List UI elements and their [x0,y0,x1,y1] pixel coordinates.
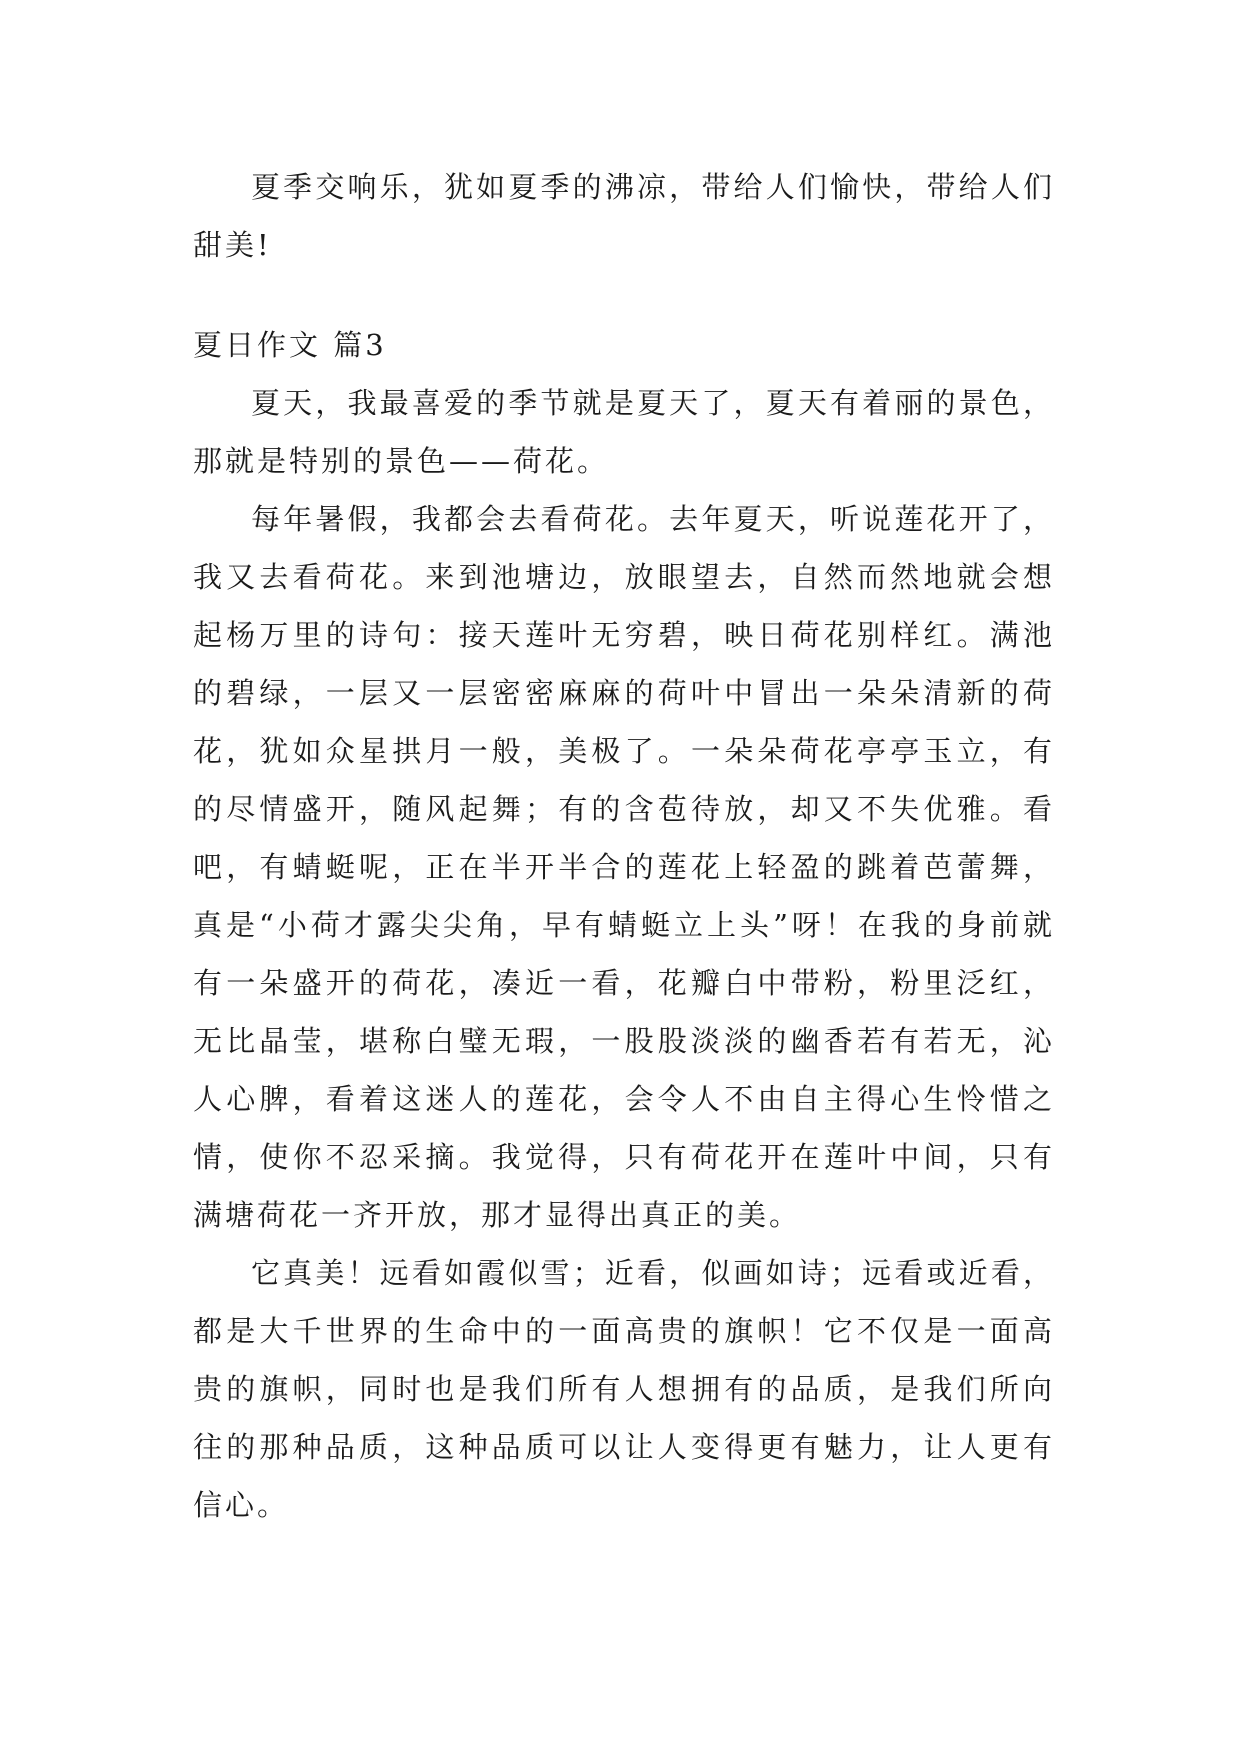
intro-paragraph: 夏季交响乐，犹如夏季的沸凉，带给人们愉快，带给人们甜美! [193,170,1055,262]
body-paragraph: 每年暑假，我都会去看荷花。去年夏天，听说莲花开了，我又去看荷花。来到池塘边，放眼望去，自然而然地就会想起杨万里的诗句：接天莲叶无穷碧，映日荷花别样红。满池的碧绿，一层又一层密密麻麻的荷叶中冒出一朵朵清新的荷花，犹如众星拱月一般，美极了。一朵朵荷花亭亭玉立，有的尽情盛开，随风起舞；有的含苞待放，却又不失优雅。看吧，有蜻蜓呢，正在半开半合的莲花上轻盈的跳着芭蕾舞，真是“小荷才露尖尖角，早有蜻蜓立上头”呀！在我的身前就有一朵盛开的荷花，凑近一看，花瓣白中带粉，粉里泛红，无比晶莹，堪称白璧无瑕，一股股淡淡的幽香若有若无，沁人心脾，看着这迷人的莲花，会令人不由自主得心生怜惜之情，使你不忍采摘。我觉得，只有荷花开在莲叶中间，只有满塘荷花一齐开放，那才显得出真正的美。 [193,502,1055,1232]
document-page [193,158,1055,1534]
body-paragraph: 它真美！远看如霞似雪；近看，似画如诗；远看或近看，都是大千世界的生命中的一面高贵的旗帜！它不仅是一面高贵的旗帜，同时也是我们所有人想拥有的品质，是我们所向往的那种品质，这种品质可以让人变得更有魅力，让人更有信心。 [193,1256,1055,1522]
section-heading: 夏日作文 篇3 [193,328,387,362]
body-paragraph: 夏天，我最喜爱的季节就是夏天了，夏天有着丽的景色，那就是特别的景色——荷花。 [193,386,1055,478]
spacer [193,274,1055,316]
